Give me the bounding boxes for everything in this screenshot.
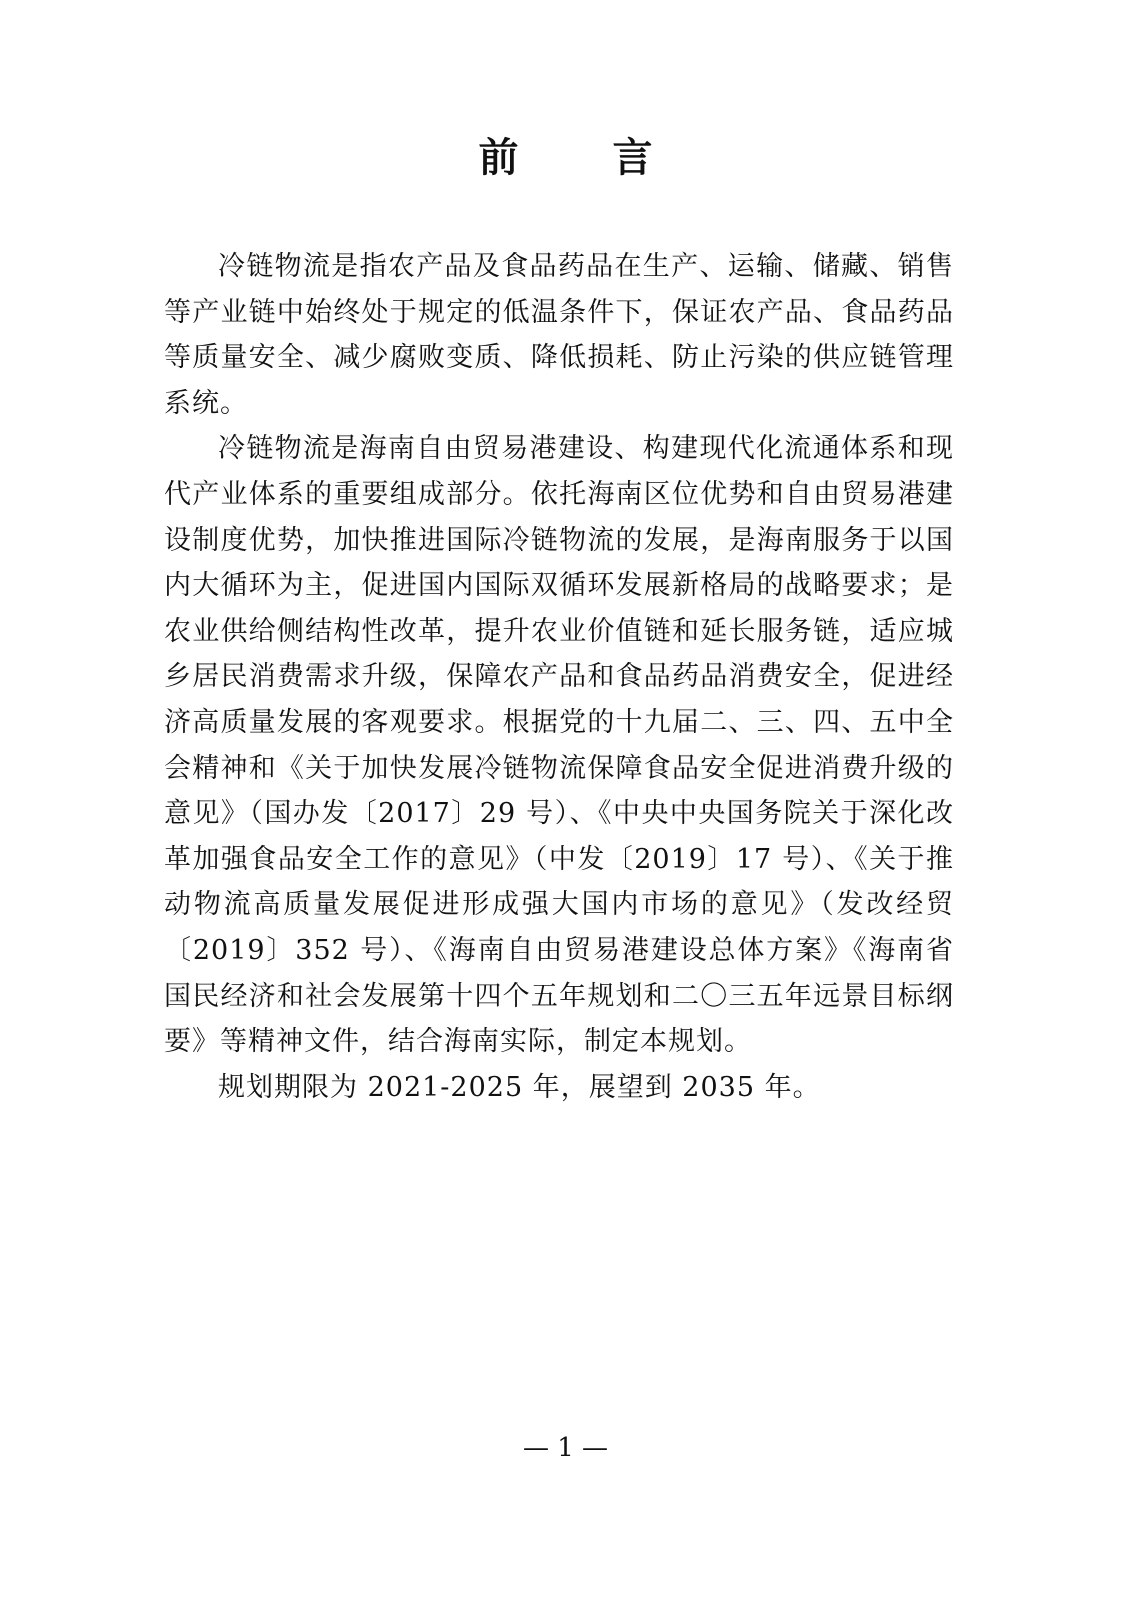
body-text (164, 244, 954, 1110)
paragraph-definition: 冷链物流是指农产品及食品药品在生产、运输、储藏、销售等产业链中始终处于规定的低温条件下，保证农产品、食品药品等质量安全、减少腐败变质、降低损耗、防止污染的供应链管理系统。 (164, 251, 954, 419)
paragraph-significance: 冷链物流是海南自由贸易港建设、构建现代化流通体系和现代产业体系的重要组成部分。依托海南区位优势和自由贸易港建设制度优势，加快推进国际冷链物流的发展，是海南服务于以国内大循环为主，促进国内国际双循环发展新格局的战略要求；是农业供给侧结构性改革，提升农业价值链和延长服务链，适应城乡居民消费需求升级，保障农产品和食品药品消费安全，促进经济高质量发展的客观要求。根据党的十九届二、三、四、五中全会精神和《关于加快发展冷链物流保障食品安全促进消费升级的意见》（国办发〔2017〕29 号）、《中央中央国务院关于深化改革加强食品安全工作的意见》（中发〔2019〕17 号）、《关于推动物流高质量发展促进形成强大国内市场的意见》（发改经贸〔2019〕352 号）、《海南自由贸易港建设总体方案》《海南省国民经济和社会发展第十四个五年规划和二〇三五年远景目标纲要》等精神文件，结合海南实际，制定本规划。 (164, 433, 954, 1058)
paragraph-period: 规划期限为 2021-2025 年，展望到 2035 年。 (218, 1071, 821, 1103)
page-number: — 1 — (522, 1433, 609, 1463)
page-title: 前 言 (478, 134, 693, 181)
